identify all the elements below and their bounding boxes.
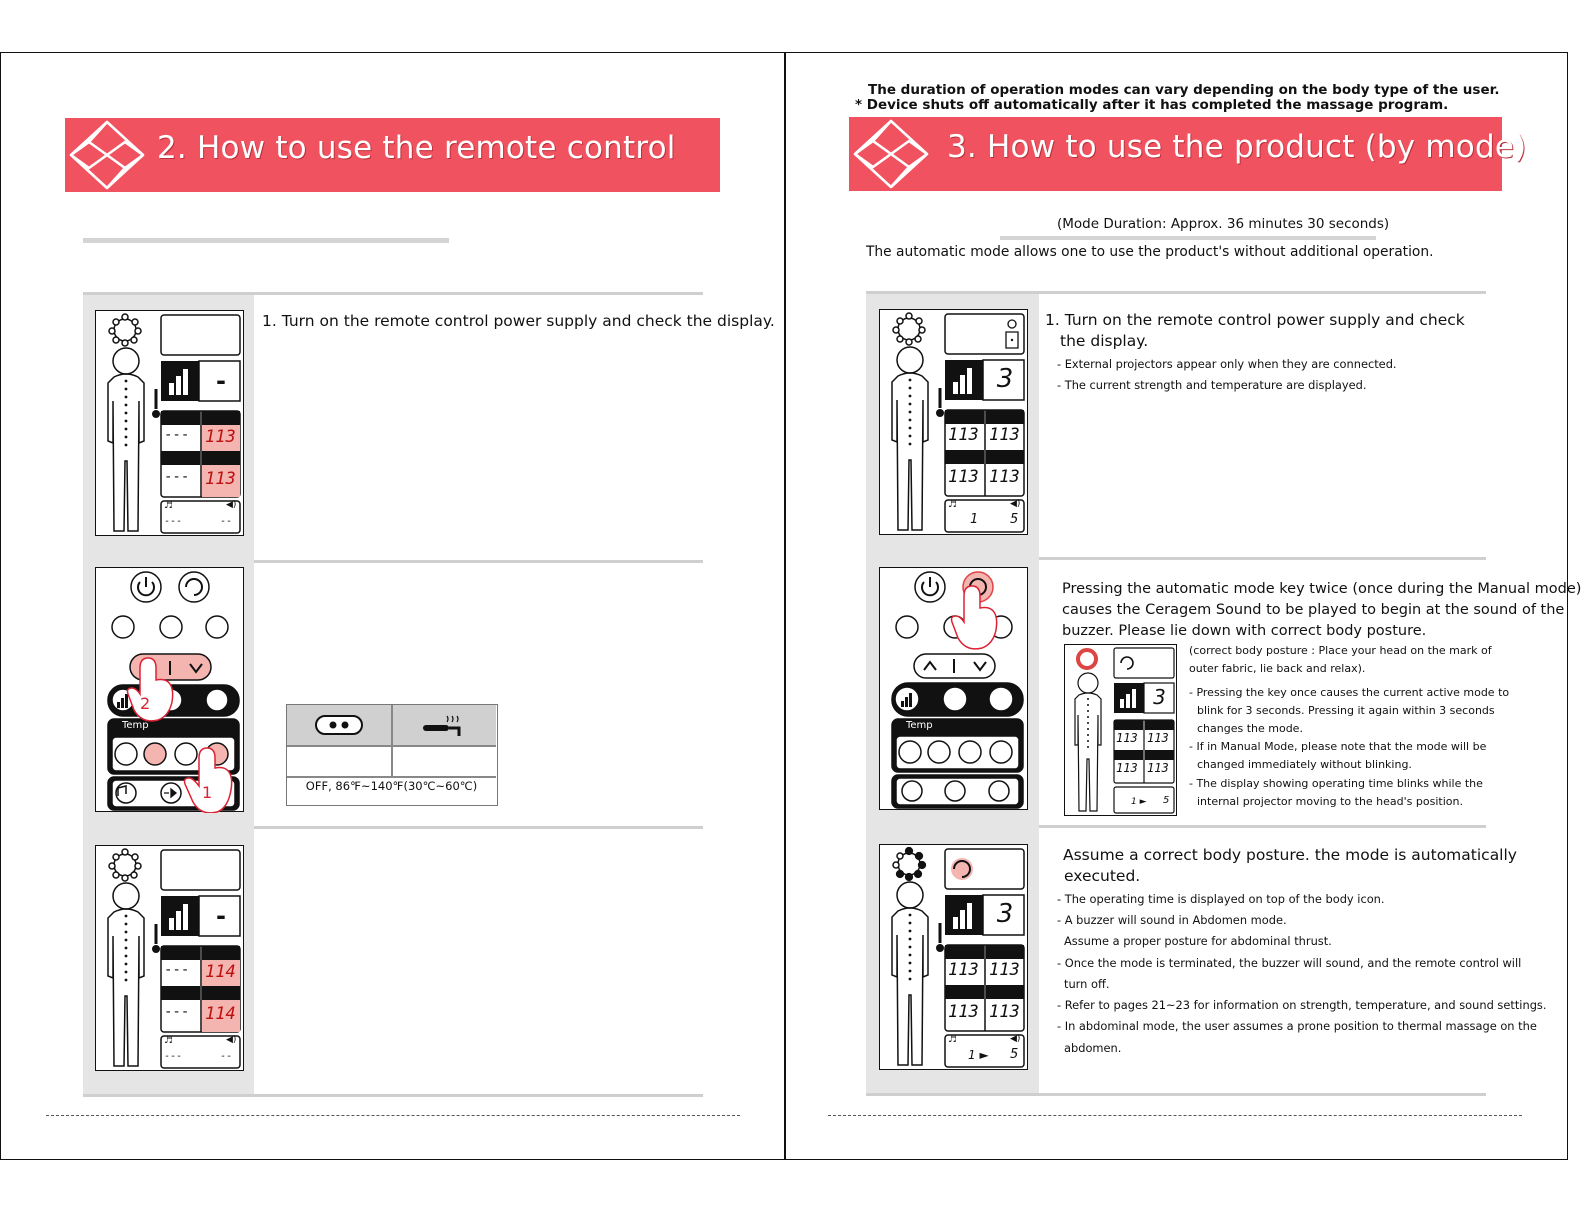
step1-text: 1. Turn on the remote control power supply and check the display.: [262, 312, 775, 330]
section-banner-product: [849, 117, 1527, 191]
step2-bullet-2: - If in Manual Mode, please note that the mode will be: [1189, 740, 1487, 753]
strength-readout: 3: [996, 364, 1014, 394]
lower-right-readout: 113: [989, 1002, 1020, 1022]
sound-left-readout: 1 ►: [1131, 797, 1147, 807]
lower-left-readout: ---: [164, 1004, 190, 1020]
upper-left-readout: 113: [948, 960, 979, 980]
lower-right-readout: 113: [989, 467, 1020, 487]
remote-display-screen: [879, 844, 1028, 1070]
upper-left-readout: 113: [1116, 731, 1138, 745]
upper-left-readout: 113: [948, 425, 979, 445]
remote-display-screen: [95, 845, 244, 1071]
step2-line-2: causes the Ceragem Sound to be played to begin at the sound of the: [1062, 602, 1565, 618]
posture-line-2: outer fabric, lie back and relax).: [1189, 662, 1366, 675]
step2-bullet-2b: changed immediately without blinking.: [1197, 758, 1412, 771]
music-icon: ♬: [164, 1035, 173, 1046]
lower-left-readout: 113: [1116, 761, 1138, 775]
lower-left-readout: ---: [164, 469, 190, 485]
upper-right-readout: 113: [1147, 731, 1169, 745]
music-icon: ♬: [948, 1034, 957, 1045]
lower-heater-icon: [421, 713, 467, 737]
step3-bullet-5b: abdomen.: [1064, 1041, 1122, 1055]
step2-bullet-1c: changes the mode.: [1197, 722, 1303, 735]
upper-heater-icon: [315, 714, 365, 736]
section-title: 3. How to use the product (by mode): [947, 129, 1527, 165]
sound-right-readout: 5: [1163, 795, 1170, 806]
step2-bullet-3: - The display showing operating time blinks while the: [1189, 777, 1483, 790]
lower-left-readout: 113: [948, 1002, 979, 1022]
intro-text: The automatic mode allows one to use the product's without additional operation.: [866, 244, 1434, 260]
strength-readout: 3: [996, 899, 1014, 929]
sound-right-readout: 5: [1010, 1047, 1019, 1062]
volume-icon: ◀): [1010, 499, 1021, 509]
sound-left-readout: 1: [970, 512, 979, 527]
cut-line: [828, 1115, 1522, 1116]
strength-readout: -: [216, 367, 226, 395]
section-banner-remote: [65, 118, 720, 192]
upper-right-readout: 114: [205, 962, 236, 982]
volume-icon: ◀): [1010, 1034, 1021, 1044]
step3-bullet-3b: turn off.: [1064, 977, 1110, 991]
cut-line: [46, 1115, 740, 1116]
step2-bullet-1: - Pressing the key once causes the current active mode to: [1189, 686, 1510, 699]
divider: [866, 1093, 1486, 1096]
music-icon: ♬: [948, 499, 957, 510]
sound-left-readout: ---: [164, 1051, 183, 1062]
step3-bullet-2: - A buzzer will sound in Abdomen mode.: [1057, 913, 1287, 927]
step2-bullet-3b: internal projector moving to the head's position.: [1197, 795, 1463, 808]
subtitle-bar: [83, 238, 449, 243]
step2-line-1: Pressing the automatic mode key twice (once during the Manual mode): [1062, 581, 1582, 597]
step2-bullet-1b: blink for 3 seconds. Pressing it again within 3 seconds: [1197, 704, 1495, 717]
upper-right-readout: 113: [989, 960, 1020, 980]
divider: [83, 1094, 703, 1097]
table-divider: [391, 705, 393, 777]
sound-right-readout: --: [220, 1051, 233, 1062]
note-line-2: * Device shuts off automatically after it has completed the massage program.: [855, 97, 1449, 113]
remote-buttons: [95, 567, 244, 812]
temp-label: Temp: [122, 720, 149, 731]
sound-right-readout: 5: [1010, 512, 1019, 527]
callout-2: 2: [140, 694, 151, 713]
step2-line-3: buzzer. Please lie down with correct body posture.: [1062, 623, 1427, 639]
step3-line-2: executed.: [1064, 867, 1141, 885]
step3-bullet-4: - Refer to pages 21~23 for information on strength, temperature, and sound settings.: [1057, 998, 1547, 1012]
step1-title-line1: 1. Turn on the remote control power supply and check: [1045, 311, 1465, 329]
lower-left-readout: 113: [948, 467, 979, 487]
section-title: 2. How to use the remote control: [157, 130, 676, 166]
ceragem-logo-icon: [851, 117, 929, 191]
upper-left-readout: ---: [164, 962, 190, 978]
music-icon: ♬: [164, 500, 173, 511]
callout-1: 1: [202, 783, 213, 802]
step1-bullet-1: - External projectors appear only when they are connected.: [1057, 357, 1397, 371]
step3-bullet-5: - In abdominal mode, the user assumes a prone position to thermal massage on the: [1057, 1019, 1537, 1033]
note-line-1: The duration of operation modes can vary depending on the body type of the user.: [868, 82, 1500, 98]
table-divider: [287, 745, 496, 747]
volume-icon: ◀): [226, 1035, 237, 1045]
temperature-table: [286, 704, 498, 806]
step3-line-1: Assume a correct body posture. the mode is automatically: [1063, 846, 1517, 864]
mode-duration: (Mode Duration: Approx. 36 minutes 30 seconds): [1057, 216, 1390, 232]
table-divider: [287, 776, 496, 778]
step1-title-line2: the display.: [1060, 332, 1149, 350]
step3-bullet-3: - Once the mode is terminated, the buzzer will sound, and the remote control will: [1057, 956, 1522, 970]
step3-bullet-2b: Assume a proper posture for abdominal thrust.: [1064, 934, 1332, 948]
strength-readout: -: [216, 902, 226, 930]
strength-readout: 3: [1153, 685, 1166, 709]
upper-right-readout: 113: [989, 425, 1020, 445]
posture-line-1: (correct body posture : Place your head on the mark of: [1189, 644, 1492, 657]
lower-right-readout: 113: [205, 469, 236, 489]
step3-bullet-1: - The operating time is displayed on top of the body icon.: [1057, 892, 1385, 906]
remote-buttons: [879, 567, 1028, 810]
page-fold: [784, 52, 786, 1160]
temperature-range: OFF, 86℉~140℉(30℃~60℃): [305, 779, 478, 793]
subtitle-bar: [1000, 236, 1376, 240]
lower-right-readout: 114: [205, 1004, 236, 1024]
remote-display-screen: [95, 310, 244, 536]
ceragem-logo-icon: [67, 118, 145, 192]
sound-left-readout: ---: [164, 516, 183, 527]
upper-left-readout: ---: [164, 427, 190, 443]
lower-right-readout: 113: [1147, 761, 1169, 775]
step1-bullet-2: - The current strength and temperature are displayed.: [1057, 378, 1367, 392]
temp-label: Temp: [906, 720, 933, 731]
upper-right-readout: 113: [205, 427, 236, 447]
mini-display-screen: [1064, 644, 1177, 816]
sound-left-readout: 1 ►: [968, 1048, 989, 1062]
sound-right-readout: --: [220, 516, 233, 527]
remote-display-screen: [879, 309, 1028, 535]
volume-icon: ◀): [226, 500, 237, 510]
